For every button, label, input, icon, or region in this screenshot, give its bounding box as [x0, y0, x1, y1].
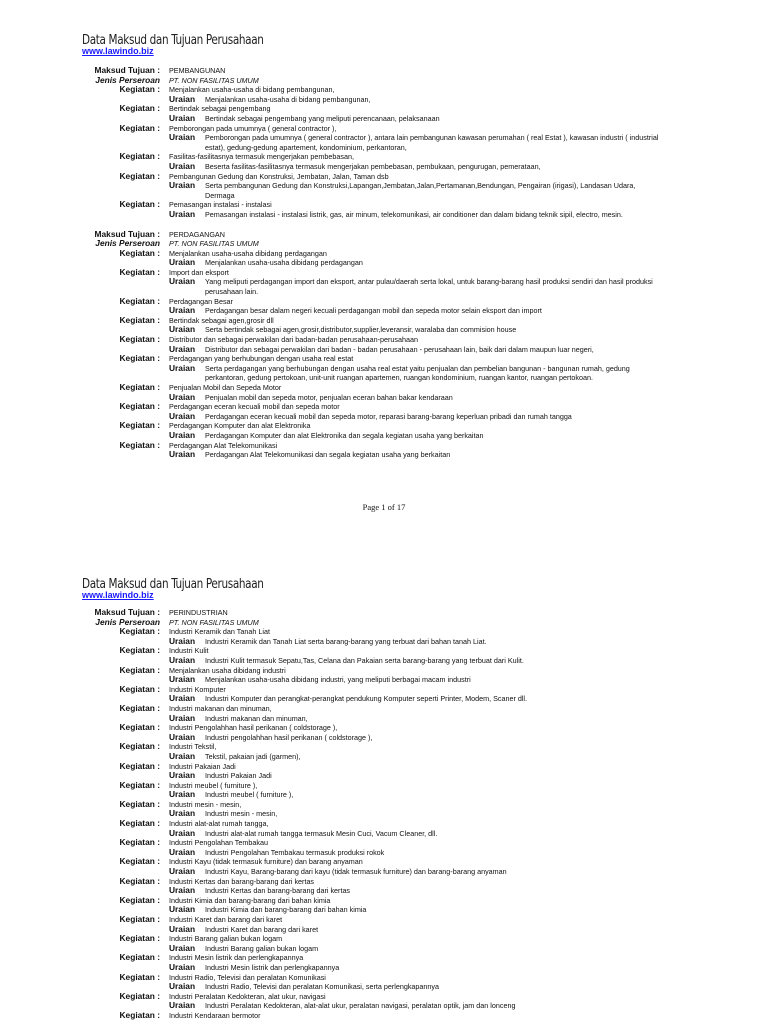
kegiatan-value: Industri Kayu (tidak termasuk furniture) dan barang anyaman [169, 857, 363, 867]
kegiatan-value: Industri Karet dan barang dari karet [169, 915, 283, 924]
kegiatan-label: Kegiatan : [119, 353, 160, 364]
kegiatan-value: Distributor dan sebagai perwakilan dari badan-badan perusahaan-perusahaan [169, 335, 418, 345]
uraian-label: Uraian [169, 1000, 196, 1011]
uraian-row [0, 162, 768, 172]
jenis-label: Jenis Perseroan [95, 74, 160, 85]
kegiatan-row [0, 421, 768, 431]
kegiatan-row [0, 800, 768, 810]
uraian-label: Uraian [169, 429, 196, 440]
kegiatan-value: Perdagangan Komputer dan alat Elektronika [169, 421, 311, 431]
uraian-value: Menjalankan usaha-usaha di bidang pembangunan, [205, 94, 371, 104]
kegiatan-value: Industri Pakaian Jadi [169, 761, 236, 771]
uraian-value: Industri Peralatan Kedokteran, alat-alat ukur, peralatan navigasi, peralatan optik, jam dan lonceng [205, 1001, 516, 1011]
maksud-label: Maksud Tujuan : [94, 607, 160, 617]
kegiatan-row [0, 877, 768, 887]
uraian-label: Uraian [169, 257, 196, 268]
uraian-row [0, 963, 768, 973]
section [0, 230, 768, 460]
uraian-label: Uraian [169, 981, 196, 992]
uraian-value: Industri pengolahhan hasil perikanan ( coldstorage ), [205, 732, 373, 742]
kegiatan-row [0, 762, 768, 772]
uraian-value: Industri makanan dan minuman, [205, 713, 308, 723]
uraian-value: Serta pembangunan Gedung dan Konstruksi,Lapangan,Jembatan,Jalan,Pertamanan,Bendungan, Pengairan (irigasi), Landasan Udara, Dermaga [205, 181, 636, 200]
kegiatan-label: Kegiatan : [119, 760, 160, 771]
kegiatan-value: Industri Peralatan Kedokteran, alat ukur, navigasi [169, 991, 326, 1001]
kegiatan-label: Kegiatan : [119, 818, 160, 829]
uraian-label: Uraian [169, 410, 196, 421]
kegiatan-row [0, 973, 768, 983]
uraian-value: Serta perdagangan yang berhubungan dengan usaha real estat yaitu penjualan dan pembelian bangunan - bangunan rumah, gedung perkantoran, gedung pertokoan, unit-unit ruangan apartemen, ruangan kondominium, ruangan kantor, ruangan pertokoan. [205, 363, 630, 383]
kegiatan-label: Kegiatan : [119, 856, 160, 867]
uraian-value: Serta bertindak sebagai agen,grosir,distributor,supplier,leveransir, waralaba dan commision house [205, 325, 517, 335]
kegiatan-label: Kegiatan : [119, 894, 160, 905]
kegiatan-label: Kegiatan : [119, 151, 160, 162]
kegiatan-label: Kegiatan : [119, 295, 160, 306]
jenis-row [0, 618, 768, 628]
uraian-row [0, 790, 768, 800]
kegiatan-row [0, 953, 768, 963]
kegiatan-value: Industri Keramik dan Tanah Liat [169, 627, 270, 637]
uraian-row [0, 133, 768, 152]
kegiatan-label: Kegiatan : [119, 683, 160, 694]
uraian-row [0, 848, 768, 858]
kegiatan-label: Kegiatan : [119, 103, 160, 114]
uraian-label: Uraian [169, 160, 196, 171]
kegiatan-row [0, 627, 768, 637]
kegiatan-row [0, 704, 768, 714]
uraian-label: Uraian [169, 789, 196, 800]
kegiatan-label: Kegiatan : [119, 645, 160, 656]
uraian-row [0, 982, 768, 992]
kegiatan-row [0, 354, 768, 364]
uraian-label: Uraian [169, 866, 196, 877]
uraian-row [0, 944, 768, 954]
kegiatan-label: Kegiatan : [119, 952, 160, 963]
uraian-label: Uraian [169, 693, 196, 704]
uraian-label: Uraian [169, 712, 196, 723]
kegiatan-row [0, 723, 768, 733]
uraian-label: Uraian [169, 132, 196, 143]
kegiatan-row [0, 85, 768, 95]
kegiatan-value: Bertindak sebagai agen,grosir dll [169, 315, 274, 325]
uraian-label: Uraian [169, 961, 196, 972]
kegiatan-row [0, 249, 768, 259]
uraian-label: Uraian [169, 449, 196, 460]
kegiatan-label: Kegiatan : [119, 702, 160, 713]
kegiatan-value: Industri mesin - mesin, [169, 799, 242, 809]
kegiatan-value: Industri Barang galian bukan logam [169, 934, 283, 944]
kegiatan-value: Industri Pengolahhan hasil perikanan ( coldstorage ), [169, 723, 338, 733]
uraian-value: Industri Karet dan barang dari karet [205, 924, 319, 934]
uraian-value: Industri Kulit termasuk Sepatu,Tas, Celana dan Pakaian serta barang-barang yang terbuat dari Kulit. [205, 655, 524, 665]
uraian-value: Pemasangan instalasi - instalasi listrik, gas, air minum, telekomunikasi, air conditioner dan dalam bidang teknik sipil, electro, mesin. [205, 209, 623, 219]
kegiatan-value: Industri Kertas dan barang-barang dari kertas [169, 876, 315, 886]
uraian-label: Uraian [169, 904, 196, 915]
maksud-label: Maksud Tujuan : [94, 65, 160, 75]
kegiatan-row [0, 819, 768, 829]
kegiatan-value: Industri alat-alat rumah tangga, [169, 819, 269, 829]
uraian-value: Industri Kimia dan barang-barang dari bahan kimia [205, 905, 367, 915]
jenis-label: Jenis Perseroan [95, 238, 160, 249]
maksud-value: PERINDUSTRIAN [169, 608, 228, 617]
kegiatan-row [0, 934, 768, 944]
uraian-row [0, 325, 768, 335]
kegiatan-value: Menjalankan usaha-usaha di bidang pembangunan, [169, 85, 335, 95]
kegiatan-row [0, 646, 768, 656]
kegiatan-label: Kegiatan : [119, 837, 160, 848]
uraian-value: Industri Barang galian bukan logam [205, 943, 319, 953]
kegiatan-row [0, 896, 768, 906]
kegiatan-label: Kegiatan : [119, 933, 160, 944]
uraian-label: Uraian [169, 324, 196, 335]
uraian-row [0, 450, 768, 460]
kegiatan-row [0, 666, 768, 676]
jenis-row [0, 76, 768, 86]
kegiatan-row [0, 383, 768, 393]
kegiatan-value: Industri Kimia dan barang-barang dari bahan kimia [169, 895, 331, 905]
kegiatan-label: Kegiatan : [119, 914, 160, 924]
kegiatan-row [0, 1011, 768, 1021]
uraian-label: Uraian [169, 208, 196, 219]
jenis-label: Jenis Perseroan [95, 616, 160, 627]
website-link[interactable]: www.lawindo.biz [82, 590, 154, 600]
uraian-row [0, 867, 768, 877]
uraian-value: Perdagangan besar dalam negeri kecuali perdagangan mobil dan sepeda motor selain eksport dan import [205, 306, 542, 316]
uraian-value: Perdagangan Komputer dan alat Elektronika dan segala kegiatan usaha yang berkaitan [205, 430, 484, 440]
uraian-value: Industri Radio, Televisi dan peralatan Komunikasi, serta perlengkapannya [205, 982, 439, 992]
uraian-value: Industri Mesin listrik dan perlengkapannya [205, 962, 340, 972]
kegiatan-label: Kegiatan : [119, 84, 160, 95]
uraian-label: Uraian [169, 93, 196, 104]
uraian-value: Industri Kertas dan barang-barang dari kertas [205, 886, 351, 896]
kegiatan-row [0, 335, 768, 345]
uraian-value: Industri meubel ( furniture ), [205, 790, 294, 800]
content-page-1 [0, 66, 768, 470]
kegiatan-value: Penjualan Mobil dan Sepeda Motor [169, 383, 282, 392]
kegiatan-label: Kegiatan : [119, 382, 160, 392]
uraian-row [0, 181, 768, 200]
section [0, 66, 768, 220]
kegiatan-row [0, 152, 768, 162]
kegiatan-label: Kegiatan : [119, 741, 160, 752]
uraian-label: Uraian [169, 827, 196, 838]
uraian-row [0, 364, 768, 383]
kegiatan-label: Kegiatan : [119, 779, 160, 790]
uraian-value: Industri Pakaian Jadi [205, 771, 272, 781]
uraian-row [0, 733, 768, 743]
uraian-label: Uraian [169, 770, 196, 781]
maksud-value: PEMBANGUNAN [169, 66, 226, 75]
uraian-value: Perdagangan Alat Telekomunikasi dan segala kegiatan usaha yang berkaitan [205, 450, 451, 460]
kegiatan-row [0, 402, 768, 412]
uraian-label: Uraian [169, 343, 196, 354]
uraian-value: Menjalankan usaha-usaha dibidang perdagangan [205, 258, 363, 268]
uraian-label: Uraian [169, 846, 196, 857]
uraian-value: Penjualan mobil dan sepeda motor, penjualan eceran bahan bakar kendaraan [205, 392, 453, 402]
uraian-value: Tekstil, pakaian jadi (garmen), [205, 751, 301, 761]
uraian-value: Industri mesin - mesin, [205, 809, 278, 819]
maksud-value: PERDAGANGAN [169, 229, 225, 239]
kegiatan-row [0, 857, 768, 867]
kegiatan-row [0, 297, 768, 307]
kegiatan-row [0, 742, 768, 752]
kegiatan-value: Fasilitas-fasilitasnya termasuk mengerjakan pembebasan, [169, 152, 354, 162]
jenis-row [0, 239, 768, 249]
uraian-label: Uraian [169, 654, 196, 665]
uraian-row [0, 694, 768, 704]
kegiatan-value: Industri Kulit [169, 646, 209, 656]
kegiatan-label: Kegiatan : [119, 334, 160, 345]
kegiatan-label: Kegiatan : [119, 122, 160, 133]
uraian-label: Uraian [169, 635, 196, 646]
kegiatan-label: Kegiatan : [119, 626, 160, 637]
kegiatan-label: Kegiatan : [119, 247, 160, 258]
kegiatan-label: Kegiatan : [119, 420, 160, 431]
kegiatan-label: Kegiatan : [119, 266, 160, 277]
uraian-value: Perdagangan eceran kecuali mobil dan sepeda motor, reparasi barang-barang keperluan pribadi dan rumah tangga [205, 411, 572, 421]
uraian-value: Menjalankan usaha-usaha dibidang industri, yang meliputi berbagai macam industri [205, 675, 471, 685]
uraian-row [0, 637, 768, 647]
uraian-label: Uraian [169, 923, 196, 934]
maksud-label: Maksud Tujuan : [94, 228, 160, 239]
uraian-value: Pemborongan pada umumnya ( general contractor ), antara lain pembangunan kawasan perumahan ( real Estat ), kawasan industri ( industrial estat), gedung-gedung apartement, kondominium, perkantoran, [205, 133, 659, 152]
kegiatan-row [0, 838, 768, 848]
kegiatan-value: Industri Kendaraan bermotor [169, 1010, 261, 1020]
kegiatan-label: Kegiatan : [119, 1009, 160, 1020]
uraian-row [0, 656, 768, 666]
kegiatan-label: Kegiatan : [119, 664, 160, 675]
kegiatan-row [0, 915, 768, 925]
kegiatan-label: Kegiatan : [119, 199, 160, 210]
uraian-row [0, 306, 768, 316]
uraian-row [0, 345, 768, 355]
uraian-value: Industri Kayu, Barang-barang dari kayu (tidak termasuk furniture) dan barang-barang anyaman [205, 867, 507, 877]
kegiatan-value: Menjalankan usaha-usaha dibidang perdagangan [169, 248, 327, 258]
uraian-row [0, 114, 768, 124]
kegiatan-value: Industri Mesin listrik dan perlengkapannya [169, 953, 304, 963]
uraian-label: Uraian [169, 808, 196, 819]
kegiatan-label: Kegiatan : [119, 971, 160, 982]
uraian-label: Uraian [169, 674, 196, 685]
kegiatan-value: Industri makanan dan minuman, [169, 703, 272, 713]
uraian-label: Uraian [169, 112, 196, 123]
kegiatan-value: Pemborongan pada umumnya ( general contractor ), [169, 123, 337, 133]
uraian-value: Industri Pengolahan Tembakau termasuk produksi rokok [205, 847, 385, 857]
uraian-row [0, 393, 768, 403]
kegiatan-value: Industri Pengolahan Tembakau [169, 838, 268, 848]
kegiatan-label: Kegiatan : [119, 798, 160, 809]
uraian-row [0, 412, 768, 422]
uraian-label: Uraian [169, 305, 196, 316]
uraian-value: Beserta fasilitas-fasilitasnya termasuk mengerjakan pembebasan, pembukaan, pengurugan, pemerataan, [205, 161, 541, 171]
uraian-value: Industri Keramik dan Tanah Liat serta barang-barang yang terbuat dari bahan tanah Liat. [205, 636, 487, 646]
kegiatan-row [0, 124, 768, 134]
uraian-label: Uraian [169, 750, 196, 761]
section [0, 608, 768, 1021]
uraian-row [0, 258, 768, 268]
jenis-value: PT. NON FASILITAS UMUM [169, 239, 259, 249]
uraian-row [0, 277, 768, 296]
kegiatan-value: Industri Komputer [169, 684, 226, 694]
kegiatan-row [0, 685, 768, 695]
uraian-row [0, 886, 768, 896]
kegiatan-value: Bertindak sebagai pengembang [169, 104, 271, 114]
uraian-value: Yang meliputi perdagangan import dan eksport, antar pulau/daerah serta lokal, untuk barang-barang hasil produksi sendiri dan hasil produksi perusahaan lain. [205, 277, 653, 297]
kegiatan-label: Kegiatan : [119, 722, 160, 733]
jenis-value: PT. NON FASILITAS UMUM [169, 617, 259, 627]
kegiatan-row [0, 781, 768, 791]
jenis-value: PT. NON FASILITAS UMUM [169, 75, 259, 85]
uraian-value: Distributor dan sebagai perwakilan dari badan - badan perusahaan - perusahaan lain, baik dari dalam maupun luar negeri, [205, 344, 594, 354]
kegiatan-row [0, 992, 768, 1002]
kegiatan-value: Import dan eksport [169, 267, 229, 277]
kegiatan-value: Industri Tekstil, [169, 742, 217, 752]
uraian-row [0, 675, 768, 685]
uraian-row [0, 809, 768, 819]
uraian-row [0, 714, 768, 724]
kegiatan-value: Perdagangan Besar [169, 296, 233, 306]
kegiatan-row [0, 200, 768, 210]
uraian-label: Uraian [169, 276, 196, 287]
uraian-label: Uraian [169, 391, 196, 402]
page-number: Page 1 of 17 [362, 502, 406, 512]
kegiatan-value: Pemasangan instalasi - instalasi [169, 200, 272, 210]
kegiatan-value: Perdagangan Alat Telekomunikasi [169, 440, 278, 450]
uraian-row [0, 95, 768, 105]
uraian-label: Uraian [169, 731, 196, 742]
uraian-row [0, 771, 768, 781]
kegiatan-value: Industri Radio, Televisi dan peralatan Komunikasi [169, 972, 326, 982]
uraian-row [0, 210, 768, 220]
kegiatan-label: Kegiatan : [119, 990, 160, 1001]
kegiatan-row [0, 316, 768, 326]
website-link[interactable]: www.lawindo.biz [82, 46, 154, 56]
kegiatan-value: Perdagangan yang berhubungan dengan usaha real estat [169, 354, 354, 364]
kegiatan-value: Perdagangan eceran kecuali mobil dan sepeda motor [169, 402, 340, 412]
uraian-label: Uraian [169, 362, 196, 373]
uraian-value: Bertindak sebagai pengembang yang meliputi perencanaan, pelaksanaan [205, 113, 440, 123]
kegiatan-value: Pembangunan Gedung dan Konstruksi, Jembatan, Jalan, Taman dsb [169, 171, 389, 181]
uraian-row [0, 752, 768, 762]
kegiatan-row [0, 172, 768, 182]
kegiatan-label: Kegiatan : [119, 439, 160, 450]
uraian-row [0, 925, 768, 935]
kegiatan-value: Menjalankan usaha dibidang industri [169, 665, 286, 675]
uraian-value: Industri alat-alat rumah tangga termasuk Mesin Cuci, Vacum Cleaner, dll. [205, 828, 438, 838]
uraian-row [0, 1001, 768, 1011]
kegiatan-label: Kegiatan : [119, 170, 160, 181]
content-page-2 [0, 608, 768, 1031]
uraian-row [0, 829, 768, 839]
kegiatan-row [0, 268, 768, 278]
kegiatan-label: Kegiatan : [119, 401, 160, 412]
kegiatan-row [0, 104, 768, 114]
kegiatan-row [0, 441, 768, 451]
kegiatan-label: Kegiatan : [119, 314, 160, 325]
uraian-row [0, 905, 768, 915]
uraian-row [0, 431, 768, 441]
kegiatan-value: Industri meubel ( furniture ), [169, 780, 258, 790]
uraian-label: Uraian [169, 885, 196, 896]
uraian-label: Uraian [169, 942, 196, 953]
page-title: Data Maksud dan Tujuan Perusahaan [82, 32, 264, 48]
uraian-value: Industri Komputer dan perangkat-perangkat pendukung Komputer seperti Printer, Modem, Scaner dll. [205, 694, 528, 704]
kegiatan-label: Kegiatan : [119, 875, 160, 886]
page-title: Data Maksud dan Tujuan Perusahaan [82, 576, 264, 592]
uraian-label: Uraian [169, 180, 196, 191]
